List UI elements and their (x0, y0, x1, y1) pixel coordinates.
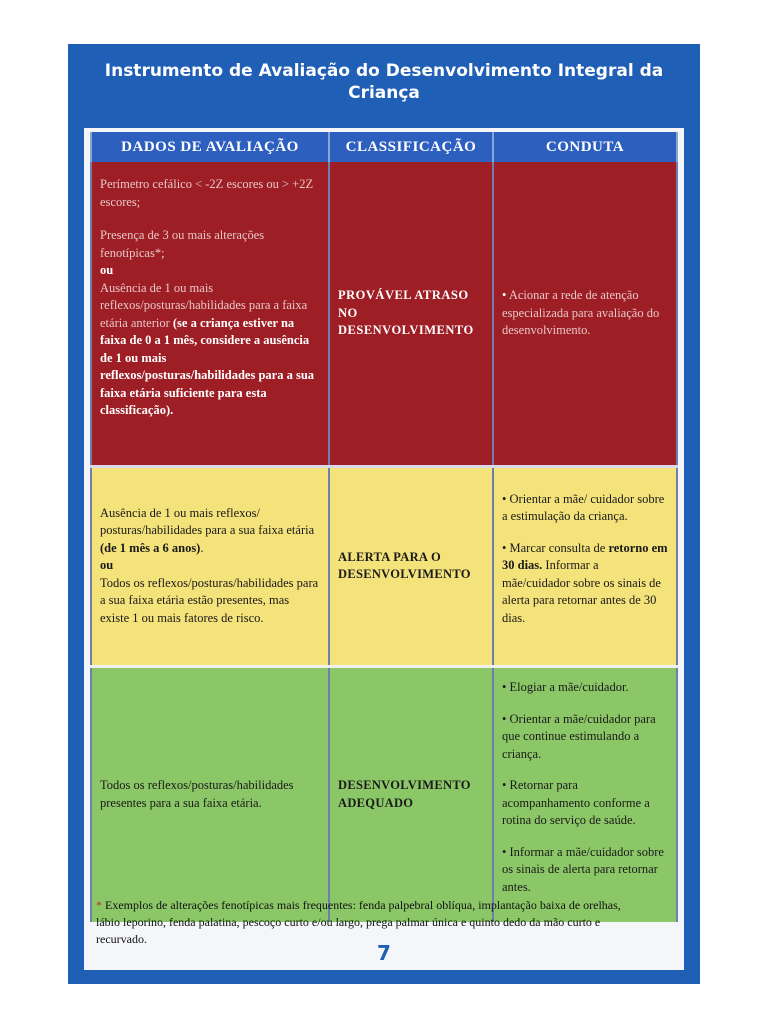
green-data-cell: Todos os reflexos/posturas/habilidades presentes para a sua faixa etária. (91, 666, 329, 922)
header-classificacao: CLASSIFICAÇÃO (329, 132, 493, 162)
green-conduct-item: • Elogiar a mãe/cuidador. (502, 679, 668, 697)
title-line-1: Instrumento de Avaliação do Desenvolvimento Integral da (104, 61, 664, 81)
yellow-conduct-cell (493, 466, 677, 666)
yellow-data-p2: Todos os reflexos/posturas/habilidades para a sua faixa etária estão presentes, mas existe 1 ou mais fatores de risco. (100, 575, 319, 625)
green-conduct-cell (493, 666, 677, 922)
red-conduct-cell (493, 162, 677, 466)
red-data-ou: ou (100, 263, 114, 277)
footnote-text: Exemplos de alterações fenotípicas mais frequentes: fenda palpebral oblíqua, implantação baixa de orelhas, lábio leporino, fenda palatina, pescoço curto e/ou largo, prega palmar única e quinto dedo da mão curto e recurvado. (96, 898, 621, 946)
title-line-2: Criança (348, 83, 420, 103)
table-header-row (91, 132, 677, 162)
yellow-data-p1: Ausência de 1 ou mais reflexos/ posturas/habilidades para a sua faixa etária (de 1 mês a 6 anos). (100, 505, 315, 555)
yellow-data-ou: ou (100, 558, 114, 573)
green-classification: DESENVOLVIMENTO ADEQUADO (329, 666, 493, 922)
page-title (68, 60, 700, 104)
table-row-green (91, 666, 677, 922)
table-row-red (91, 162, 677, 466)
red-conduct-item: • Acionar a rede de atenção especializada para avaliação do desenvolvimento. (502, 287, 668, 340)
yellow-conduct-item-1: • Orientar a mãe/ cuidador sobre a estimulação da criança. (502, 491, 668, 526)
red-classification: PROVÁVEL ATRASO NO DESENVOLVIMENTO (329, 162, 493, 466)
header-conduta: CONDUTA (493, 132, 677, 162)
green-conduct-item: • Informar a mãe/cuidador sobre os sinais de alerta para retornar antes. (502, 844, 668, 897)
red-data-p2: Presença de 3 ou mais alterações fenotípicas*; (100, 228, 265, 260)
green-conduct-item: • Orientar a mãe/cuidador para que continue estimulando a criança. (502, 711, 668, 764)
red-data-p3: Ausência de 1 ou mais reflexos/posturas/habilidades para a faixa etária anterior (se a criança estiver na faixa de 0 a 1 mês, considere a ausência de 1 ou mais reflexos/posturas/habilidades para a sua faixa etária suficiente para esta classificação). (100, 280, 315, 417)
yellow-conduct-item-2: • Marcar consulta de retorno em 30 dias. Informar a mãe/cuidador sobre os sinais de alerta para retornar antes de 30 dias. (502, 540, 668, 628)
page-number: 7 (377, 941, 391, 965)
footnote-star: * (96, 898, 102, 912)
red-data-cell (91, 162, 329, 466)
header-dados: DADOS DE AVALIAÇÃO (91, 132, 329, 162)
evaluation-table (90, 132, 678, 922)
yellow-classification: ALERTA PARA O DESENVOLVIMENTO (329, 466, 493, 666)
yellow-data-cell (91, 466, 329, 666)
green-conduct-item: • Retornar para acompanhamento conforme a rotina do serviço de saúde. (502, 777, 668, 830)
red-data-p1: Perímetro cefálico < -2Z escores ou > +2Z escores; (100, 177, 314, 209)
table-row-yellow (91, 466, 677, 666)
